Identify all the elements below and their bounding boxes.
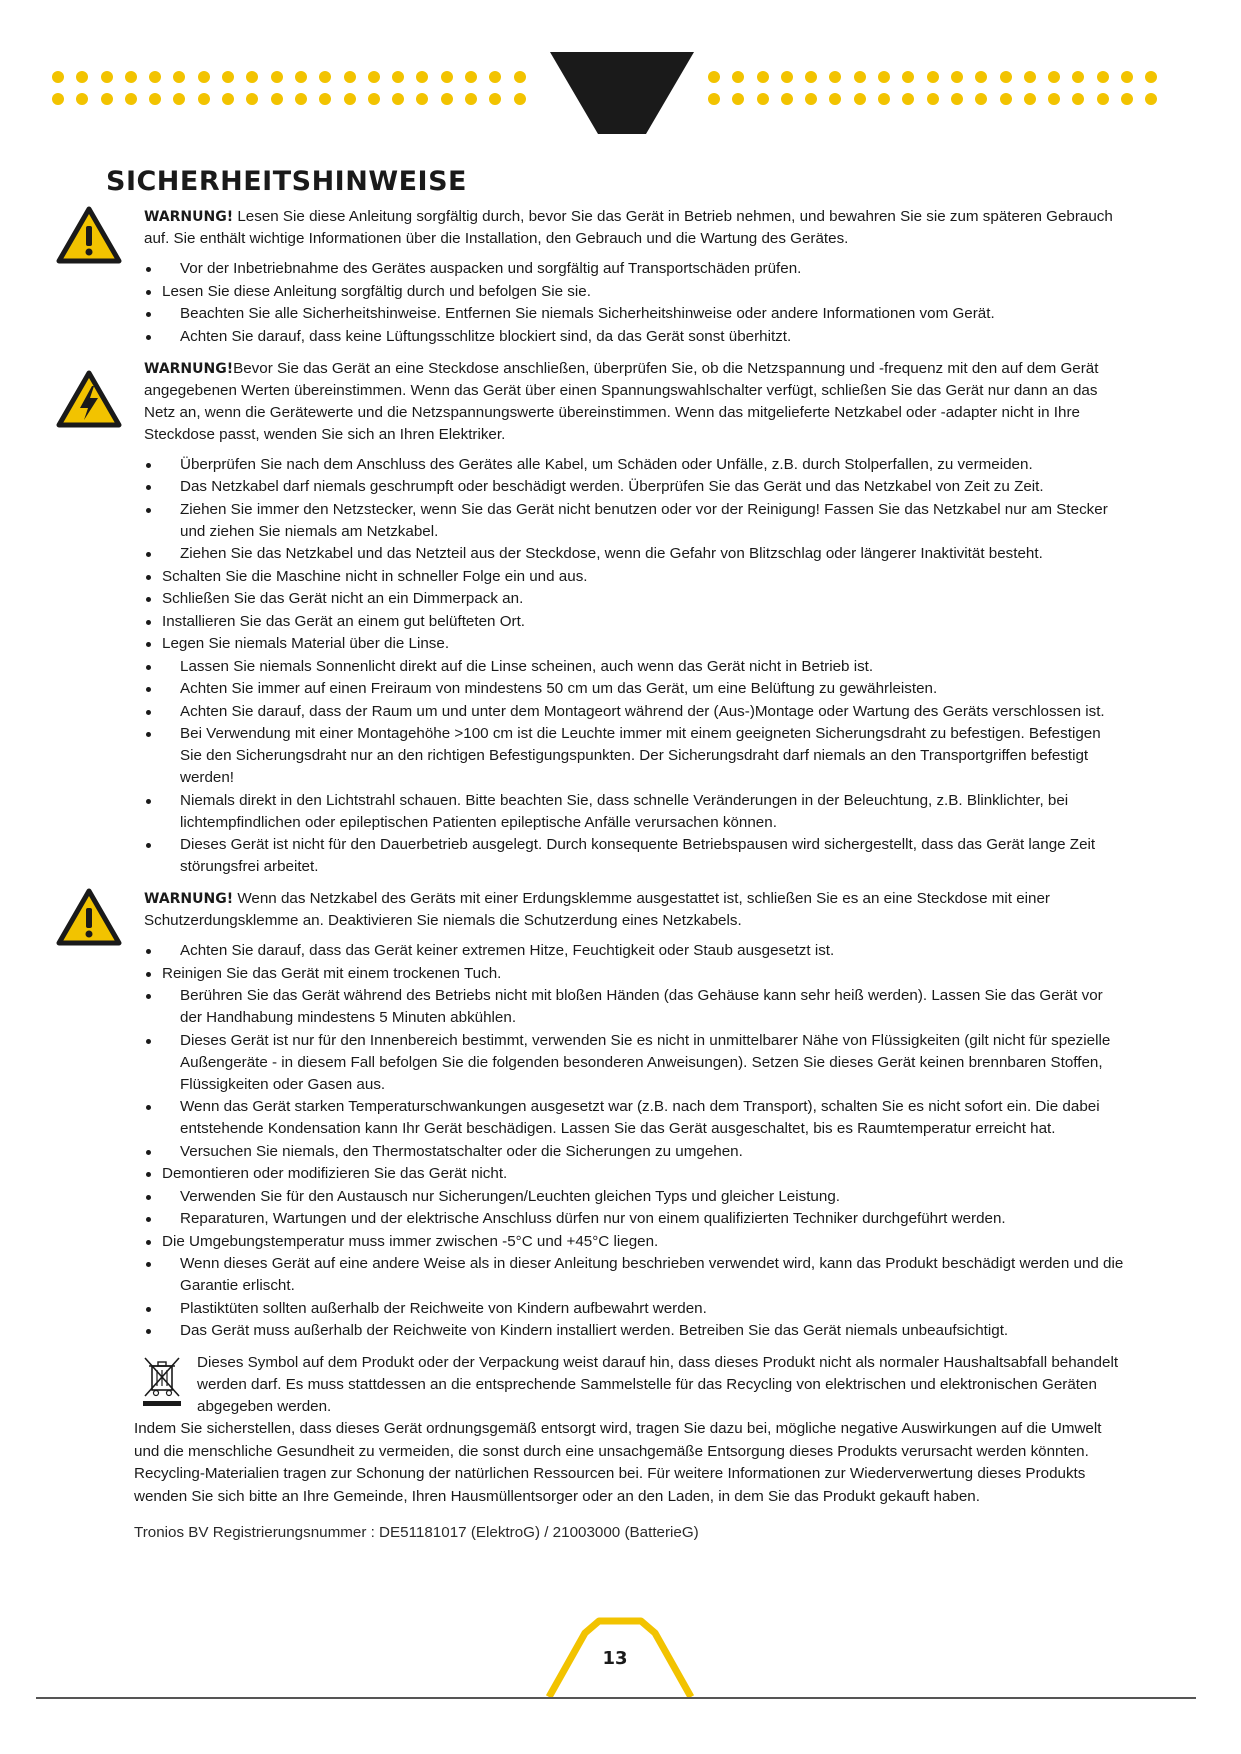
list-item: Demontieren oder modifizieren Sie das Gerät nicht. [56, 1163, 1126, 1185]
list-item: Installieren Sie das Gerät an einem gut belüfteten Ort. [56, 611, 1126, 633]
warning-block-general [56, 206, 1126, 250]
list-item: Achten Sie darauf, dass das Gerät keiner extremen Hitze, Feuchtigkeit oder Staub ausgesetzt ist. [56, 940, 1126, 962]
footer-divider [36, 1697, 1196, 1699]
page-content [56, 206, 1126, 1544]
warning-label: WARNUNG! [144, 360, 234, 377]
header-dots-right [708, 66, 1170, 110]
list-item: Das Netzkabel darf niemals geschrumpft oder beschädigt werden. Überprüfen Sie das Gerät und das Netzkabel von Zeit zu Zeit. [56, 476, 1126, 498]
list-item: Lesen Sie diese Anleitung sorgfältig durch und befolgen Sie sie. [56, 281, 1126, 303]
page-number: 13 [602, 1648, 628, 1669]
list-item: Ziehen Sie immer den Netzstecker, wenn Sie das Gerät nicht benutzen oder vor der Reinigung! Fassen Sie das Netzkabel nur am Stecker und ziehen Sie niemals am Netzkabel. [56, 499, 1126, 543]
list-item: Überprüfen Sie nach dem Anschluss des Gerätes alle Kabel, um Schäden oder Unfälle, z.B. durch Stolperfallen, zu vermeiden. [56, 454, 1126, 476]
warning-text-1: WARNUNG! Lesen Sie diese Anleitung sorgfältig durch, bevor Sie das Gerät in Betrieb nehmen, und bewahren Sie sie zum späteren Gebrauch auf. Sie enthält wichtige Informationen über die Installation, den Gebrauch und die Wartung des Gerätes. [144, 208, 1113, 247]
warning-triangle-icon [56, 206, 122, 264]
list-item: Dieses Gerät ist nur für den Innenbereich bestimmt, verwenden Sie es nicht in unmittelbarer Nähe von Flüssigkeiten (gilt nicht für spezielle Außengeräte - in diesem Fall befolgen Sie die folgenden besonderen Anweisungen). Setzen Sie dieses Gerät keinen brennbaren Stoffen, Flüssigkeiten oder Gasen aus. [56, 1030, 1126, 1096]
list-item: Reparaturen, Wartungen und der elektrische Anschluss dürfen nur von einem qualifizierten Techniker durchgeführt werden. [56, 1208, 1126, 1230]
list-item: Legen Sie niemals Material über die Linse. [56, 633, 1126, 655]
warning-text-3: WARNUNG! Wenn das Netzkabel des Geräts mit einer Erdungsklemme ausgestattet ist, schließen Sie es an eine Steckdose mit einer Schutzerdungsklemme an. Deaktivieren Sie niemals die Schutzerdung eines Netzkabels. [144, 890, 1050, 929]
list-item: Achten Sie immer auf einen Freiraum von mindestens 50 cm um das Gerät, um eine Belüftung zu gewährleisten. [56, 678, 1126, 700]
list-item: Lassen Sie niemals Sonnenlicht direkt auf die Linse scheinen, auch wenn das Gerät nicht in Betrieb ist. [56, 656, 1126, 678]
list-item: Wenn das Gerät starken Temperaturschwankungen ausgesetzt war (z.B. nach dem Transport), schalten Sie es nicht sofort ein. Die dabei entstehende Kondensation kann Ihr Gerät beschädigen. Lassen Sie das Gerät ausgeschaltet, bis es Raumtemperatur erreicht hat. [56, 1096, 1126, 1140]
registration-number: Tronios BV Registrierungsnummer : DE51181017 (ElektroG) / 21003000 (BatterieG) [134, 1524, 699, 1541]
crossed-bin-icon [140, 1354, 184, 1408]
bullet-list-1 [56, 258, 1126, 348]
header-chevron-icon [550, 50, 694, 136]
list-item: Dieses Gerät ist nicht für den Dauerbetrieb ausgelegt. Durch konsequente Betriebspausen wird sichergestellt, dass das Gerät lange Zeit störungsfrei arbeitet. [56, 834, 1126, 878]
header-dots-left [52, 66, 538, 110]
weee-notice [56, 1352, 1126, 1418]
warning-label: WARNUNG! [144, 209, 234, 225]
list-item: Das Gerät muss außerhalb der Reichweite von Kindern installiert werden. Betreiben Sie das Gerät niemals unbeaufsichtigt. [56, 1320, 1126, 1342]
weee-text: Dieses Symbol auf dem Produkt oder der Verpackung weist darauf hin, dass dieses Produkt nicht als normaler Haushaltsabfall behandelt werden darf. Es muss stattdessen an die entsprechende Sammelstelle für das Recycling von elektrischen und elektronischen Geräten abgegeben werden. [197, 1354, 1119, 1415]
list-item: Die Umgebungstemperatur muss immer zwischen -5°C und +45°C liegen. [56, 1231, 1126, 1253]
bullet-list-2 [56, 454, 1126, 879]
page-title: SICHERHEITSHINWEISE [106, 166, 467, 197]
list-item: Ziehen Sie das Netzkabel und das Netzteil aus der Steckdose, wenn die Gefahr von Blitzschlag oder längerer Inaktivität besteht. [56, 543, 1126, 565]
list-item: Achten Sie darauf, dass der Raum um und unter dem Montageort während der (Aus-)Montage oder Wartung des Geräts verschlossen ist. [56, 701, 1126, 723]
list-item: Plastiktüten sollten außerhalb der Reichweite von Kindern aufbewahrt werden. [56, 1298, 1126, 1320]
warning-text-2: WARNUNG!Bevor Sie das Gerät an eine Steckdose anschließen, überprüfen Sie, ob die Netzspannung und -frequenz mit den auf dem Gerät angegebenen Werten übereinstimmen. Wenn das Gerät über einen Spannungswahlschalter verfügt, schließen Sie das Gerät nur dann an das Netz an, wenn die Gerätewerte und die Netzspannungswerte übereinstimmen. Wenn das mitgelieferte Netzkabel oder -adapter nicht in Ihre Steckdose passt, wenden Sie sich an Ihren Elektriker. [144, 359, 1099, 443]
warning-triangle-icon [56, 888, 122, 946]
list-item: Bei Verwendung mit einer Montagehöhe >100 cm ist die Leuchte immer mit einem geeigneten Sicherungsdraht zu befestigen. Befestigen Sie den Sicherungsdraht nur an den richtigen Befestigungspunkten. Der Sicherungsdraht darf niemals an den Transportgriffen befestigt werden! [56, 723, 1126, 789]
list-item: Schließen Sie das Gerät nicht an ein Dimmerpack an. [56, 588, 1126, 610]
list-item: Niemals direkt in den Lichtstrahl schauen. Bitte beachten Sie, dass schnelle Veränderungen in der Beleuchtung, z.B. Blinklichter, bei lichtempfindlichen oder epileptischen Patienten epileptische Anfälle verursachen können. [56, 790, 1126, 834]
list-item: Beachten Sie alle Sicherheitshinweise. Entfernen Sie niemals Sicherheitshinweise oder andere Informationen vom Gerät. [56, 303, 1126, 325]
warning-label: WARNUNG! [144, 891, 234, 907]
list-item: Vor der Inbetriebnahme des Gerätes auspacken und sorgfältig auf Transportschäden prüfen. [56, 258, 1126, 280]
list-item: Wenn dieses Gerät auf eine andere Weise als in dieser Anleitung beschrieben verwendet wird, kann das Produkt beschädigt werden und die Garantie erlischt. [56, 1253, 1126, 1297]
bullet-list-3 [56, 940, 1126, 1342]
electric-shock-icon [56, 370, 122, 428]
disposal-paragraph: Indem Sie sicherstellen, dass dieses Gerät ordnungsgemäß entsorgt wird, tragen Sie dazu bei, mögliche negative Auswirkungen auf die Umwelt und die menschliche Gesundheit zu vermeiden, die sonst durch eine unsachgemäße Entsorgung dieses Produkts verursacht werden könnten. Recycling-Materialien tragen zur Schonung der natürlichen Ressourcen bei. Für weitere Informationen zur Wiederverwertung dieses Produkts wenden Sie sich bitte an Ihre Gemeinde, Ihren Hausmüllentsorger oder an den Laden, in dem Sie das Produkt gekauft haben. [134, 1420, 1102, 1505]
list-item: Versuchen Sie niemals, den Thermostatschalter oder die Sicherungen zu umgehen. [56, 1141, 1126, 1163]
page-header [0, 0, 1241, 140]
warning-block-electrical [56, 358, 1126, 446]
list-item: Reinigen Sie das Gerät mit einem trockenen Tuch. [56, 963, 1126, 985]
list-item: Schalten Sie die Maschine nicht in schneller Folge ein und aus. [56, 566, 1126, 588]
warning-block-grounding [56, 888, 1126, 932]
list-item: Achten Sie darauf, dass keine Lüftungsschlitze blockiert sind, da das Gerät sonst überhitzt. [56, 326, 1126, 348]
list-item: Verwenden Sie für den Austausch nur Sicherungen/Leuchten gleichen Typs und gleicher Leistung. [56, 1186, 1126, 1208]
list-item: Berühren Sie das Gerät während des Betriebs nicht mit bloßen Händen (das Gehäuse kann sehr heiß werden). Lassen Sie das Gerät vor der Handhabung mindestens 5 Minuten abkühlen. [56, 985, 1126, 1029]
